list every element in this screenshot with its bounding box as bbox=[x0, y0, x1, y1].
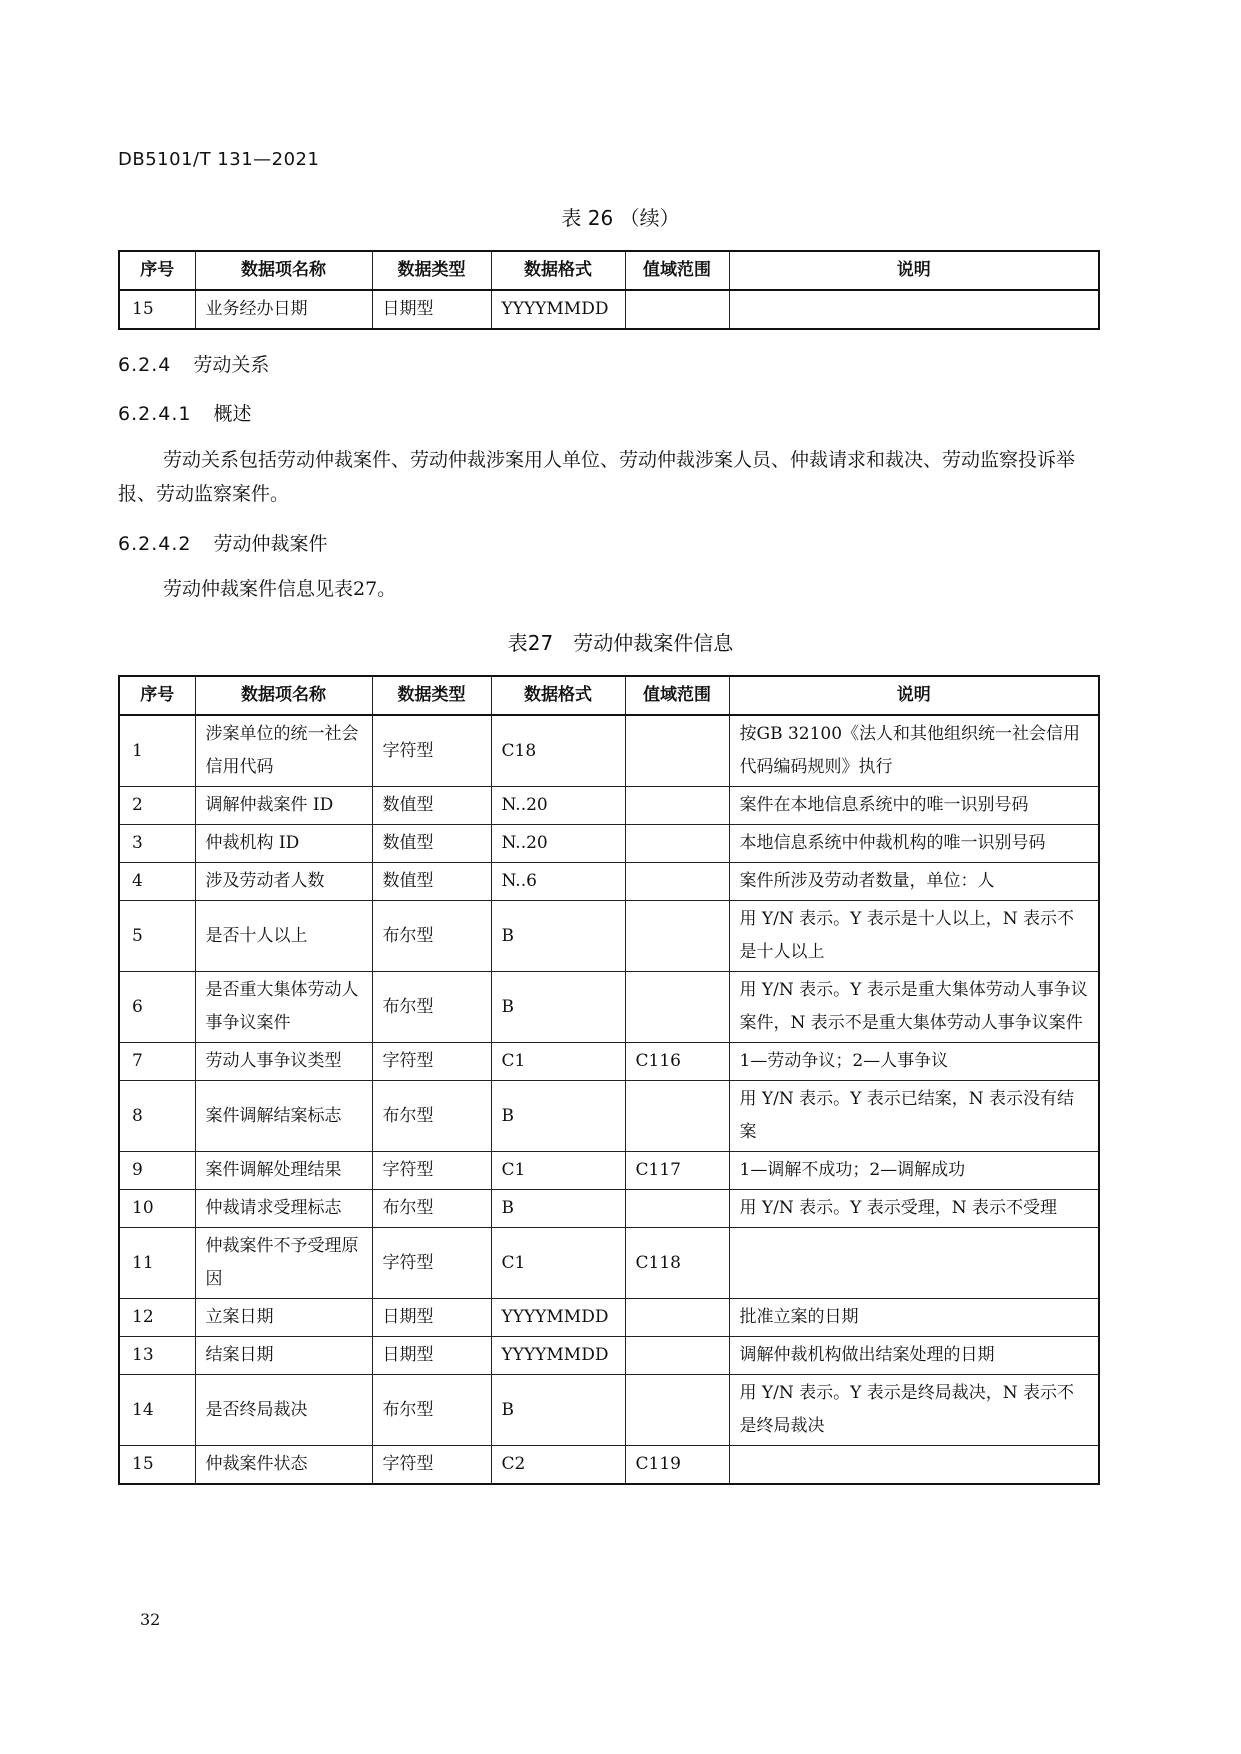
section-title: 劳动仲裁案件 bbox=[213, 533, 328, 555]
table-cell bbox=[625, 1375, 729, 1446]
table-cell: B bbox=[491, 1190, 625, 1228]
table-cell: 仲裁机构 ID bbox=[195, 825, 372, 863]
table-cell: 调解仲裁案件 ID bbox=[195, 787, 372, 825]
table-cell bbox=[625, 972, 729, 1043]
table-cell: C2 bbox=[491, 1446, 625, 1485]
table-cell bbox=[625, 1337, 729, 1375]
table-cell bbox=[625, 901, 729, 972]
table-row bbox=[119, 901, 1099, 972]
table26-header-row bbox=[119, 251, 1099, 290]
section-number: 6.2.4.1 bbox=[118, 403, 192, 425]
column-header: 说明 bbox=[729, 676, 1099, 715]
table-cell: 用 Y/N 表示。Y 表示已结案，N 表示没有结案 bbox=[729, 1081, 1099, 1152]
table-cell bbox=[729, 1446, 1099, 1485]
table-cell: 调解仲裁机构做出结案处理的日期 bbox=[729, 1337, 1099, 1375]
table-cell bbox=[729, 1228, 1099, 1299]
table-cell: 布尔型 bbox=[372, 1375, 491, 1446]
table-cell bbox=[625, 825, 729, 863]
table-cell: N..6 bbox=[491, 863, 625, 901]
document-code: DB5101/T 131—2021 bbox=[118, 149, 320, 170]
table-cell: C1 bbox=[491, 1043, 625, 1081]
section-number: 6.2.4 bbox=[118, 354, 172, 376]
table-row bbox=[119, 1375, 1099, 1446]
table26 bbox=[118, 250, 1100, 330]
table-cell: C119 bbox=[625, 1446, 729, 1485]
table-cell: 3 bbox=[119, 825, 195, 863]
table-cell bbox=[625, 863, 729, 901]
table-row bbox=[119, 825, 1099, 863]
table-cell: 涉及劳动者人数 bbox=[195, 863, 372, 901]
table-cell: 数值型 bbox=[372, 825, 491, 863]
table-cell: 12 bbox=[119, 1299, 195, 1337]
table-cell: 9 bbox=[119, 1152, 195, 1190]
table-cell bbox=[625, 290, 729, 329]
table-cell: 布尔型 bbox=[372, 901, 491, 972]
section-title: 劳动关系 bbox=[193, 354, 270, 376]
table-cell: 7 bbox=[119, 1043, 195, 1081]
table-cell: 8 bbox=[119, 1081, 195, 1152]
table-cell: 结案日期 bbox=[195, 1337, 372, 1375]
table-row bbox=[119, 1081, 1099, 1152]
column-header: 数据项名称 bbox=[195, 251, 372, 290]
table-cell: 日期型 bbox=[372, 1299, 491, 1337]
table-row bbox=[119, 715, 1099, 787]
table-cell: 仲裁案件状态 bbox=[195, 1446, 372, 1485]
table-cell: 6 bbox=[119, 972, 195, 1043]
table-cell: 15 bbox=[119, 290, 195, 329]
table-cell: 11 bbox=[119, 1228, 195, 1299]
table-cell: 字符型 bbox=[372, 715, 491, 787]
table-cell: 本地信息系统中仲裁机构的唯一识别号码 bbox=[729, 825, 1099, 863]
table-cell: 是否终局裁决 bbox=[195, 1375, 372, 1446]
table-cell: B bbox=[491, 901, 625, 972]
table-cell: 1 bbox=[119, 715, 195, 787]
table27 bbox=[118, 675, 1100, 1485]
table-cell: 案件所涉及劳动者数量，单位：人 bbox=[729, 863, 1099, 901]
table-row bbox=[119, 1190, 1099, 1228]
intro-paragraph: 劳动仲裁案件信息见表27。 bbox=[163, 578, 397, 600]
table-cell: 字符型 bbox=[372, 1228, 491, 1299]
table-cell bbox=[625, 1081, 729, 1152]
table-cell: 5 bbox=[119, 901, 195, 972]
table-cell: 用 Y/N 表示。Y 表示是十人以上，N 表示不是十人以上 bbox=[729, 901, 1099, 972]
table-cell: B bbox=[491, 1081, 625, 1152]
table26-caption: 表 26 （续） bbox=[561, 206, 680, 230]
table-cell: C118 bbox=[625, 1228, 729, 1299]
table-cell: 案件调解处理结果 bbox=[195, 1152, 372, 1190]
table-cell: 用 Y/N 表示。Y 表示是重大集体劳动人事争议案件，N 表示不是重大集体劳动人事争议案件 bbox=[729, 972, 1099, 1043]
section-6-2-4-1-heading bbox=[118, 399, 252, 426]
table-row bbox=[119, 787, 1099, 825]
column-header: 数据项名称 bbox=[195, 676, 372, 715]
column-header: 数据类型 bbox=[372, 676, 491, 715]
column-header: 数据类型 bbox=[372, 251, 491, 290]
table-row bbox=[119, 972, 1099, 1043]
table-cell: 布尔型 bbox=[372, 1190, 491, 1228]
table-cell: 业务经办日期 bbox=[195, 290, 372, 329]
section-6-2-4-2-heading bbox=[118, 529, 328, 556]
table-cell: 布尔型 bbox=[372, 972, 491, 1043]
table-cell: N..20 bbox=[491, 825, 625, 863]
table-cell: 2 bbox=[119, 787, 195, 825]
table-cell: C1 bbox=[491, 1228, 625, 1299]
table-cell: 字符型 bbox=[372, 1152, 491, 1190]
table-cell: 劳动人事争议类型 bbox=[195, 1043, 372, 1081]
column-header: 数据格式 bbox=[491, 251, 625, 290]
table-cell: 数值型 bbox=[372, 863, 491, 901]
table-cell: 15 bbox=[119, 1446, 195, 1485]
table-cell: 仲裁案件不予受理原因 bbox=[195, 1228, 372, 1299]
table-cell: 仲裁请求受理标志 bbox=[195, 1190, 372, 1228]
table-cell: 日期型 bbox=[372, 290, 491, 329]
table-row bbox=[119, 1152, 1099, 1190]
table-row bbox=[119, 290, 1099, 329]
table-cell: C1 bbox=[491, 1152, 625, 1190]
table-cell bbox=[625, 1190, 729, 1228]
column-header: 值域范围 bbox=[625, 251, 729, 290]
table-cell: YYYYMMDD bbox=[491, 290, 625, 329]
table-cell: 字符型 bbox=[372, 1446, 491, 1485]
column-header: 序号 bbox=[119, 251, 195, 290]
table-row bbox=[119, 1228, 1099, 1299]
section-6-2-4-heading bbox=[118, 350, 269, 377]
table-cell: 批准立案的日期 bbox=[729, 1299, 1099, 1337]
table-cell: 4 bbox=[119, 863, 195, 901]
column-header: 序号 bbox=[119, 676, 195, 715]
table-cell: 10 bbox=[119, 1190, 195, 1228]
table-cell bbox=[625, 787, 729, 825]
table-cell: 13 bbox=[119, 1337, 195, 1375]
table-cell: 布尔型 bbox=[372, 1081, 491, 1152]
table-cell: 用 Y/N 表示。Y 表示受理，N 表示不受理 bbox=[729, 1190, 1099, 1228]
table-cell: N..20 bbox=[491, 787, 625, 825]
column-header: 数据格式 bbox=[491, 676, 625, 715]
table-cell: YYYYMMDD bbox=[491, 1337, 625, 1375]
section-title: 概述 bbox=[213, 403, 252, 425]
table-cell bbox=[729, 290, 1099, 329]
table-cell: YYYYMMDD bbox=[491, 1299, 625, 1337]
table-row bbox=[119, 1337, 1099, 1375]
table-cell: 14 bbox=[119, 1375, 195, 1446]
table-cell: 案件调解结案标志 bbox=[195, 1081, 372, 1152]
table-cell: B bbox=[491, 1375, 625, 1446]
table-row bbox=[119, 1299, 1099, 1337]
table-cell: C117 bbox=[625, 1152, 729, 1190]
table27-caption: 表27 劳动仲裁案件信息 bbox=[507, 631, 734, 655]
table-cell: 数值型 bbox=[372, 787, 491, 825]
table-cell: 涉案单位的统一社会信用代码 bbox=[195, 715, 372, 787]
table27-header-row bbox=[119, 676, 1099, 715]
page-number: 32 bbox=[140, 1610, 161, 1629]
table-cell: 立案日期 bbox=[195, 1299, 372, 1337]
table-cell: 案件在本地信息系统中的唯一识别号码 bbox=[729, 787, 1099, 825]
section-number: 6.2.4.2 bbox=[118, 533, 192, 555]
table-row bbox=[119, 1446, 1099, 1485]
table-cell: B bbox=[491, 972, 625, 1043]
table-cell: C18 bbox=[491, 715, 625, 787]
table-cell: 是否重大集体劳动人事争议案件 bbox=[195, 972, 372, 1043]
table-cell: 字符型 bbox=[372, 1043, 491, 1081]
table-cell: 是否十人以上 bbox=[195, 901, 372, 972]
table-cell: 用 Y/N 表示。Y 表示是终局裁决，N 表示不是终局裁决 bbox=[729, 1375, 1099, 1446]
column-header: 值域范围 bbox=[625, 676, 729, 715]
table-cell bbox=[625, 715, 729, 787]
table-cell: 日期型 bbox=[372, 1337, 491, 1375]
table-cell: 按GB 32100《法人和其他组织统一社会信用代码编码规则》执行 bbox=[729, 715, 1099, 787]
table-row bbox=[119, 863, 1099, 901]
table-cell: 1—调解不成功；2—调解成功 bbox=[729, 1152, 1099, 1190]
table-cell bbox=[625, 1299, 729, 1337]
table-cell: 1—劳动争议；2—人事争议 bbox=[729, 1043, 1099, 1081]
table-cell: C116 bbox=[625, 1043, 729, 1081]
table-row bbox=[119, 1043, 1099, 1081]
overview-paragraph: 劳动关系包括劳动仲裁案件、劳动仲裁涉案用人单位、劳动仲裁涉案人员、仲裁请求和裁决、劳动监察投诉举报、劳动监察案件。 bbox=[118, 449, 1076, 505]
column-header: 说明 bbox=[729, 251, 1099, 290]
